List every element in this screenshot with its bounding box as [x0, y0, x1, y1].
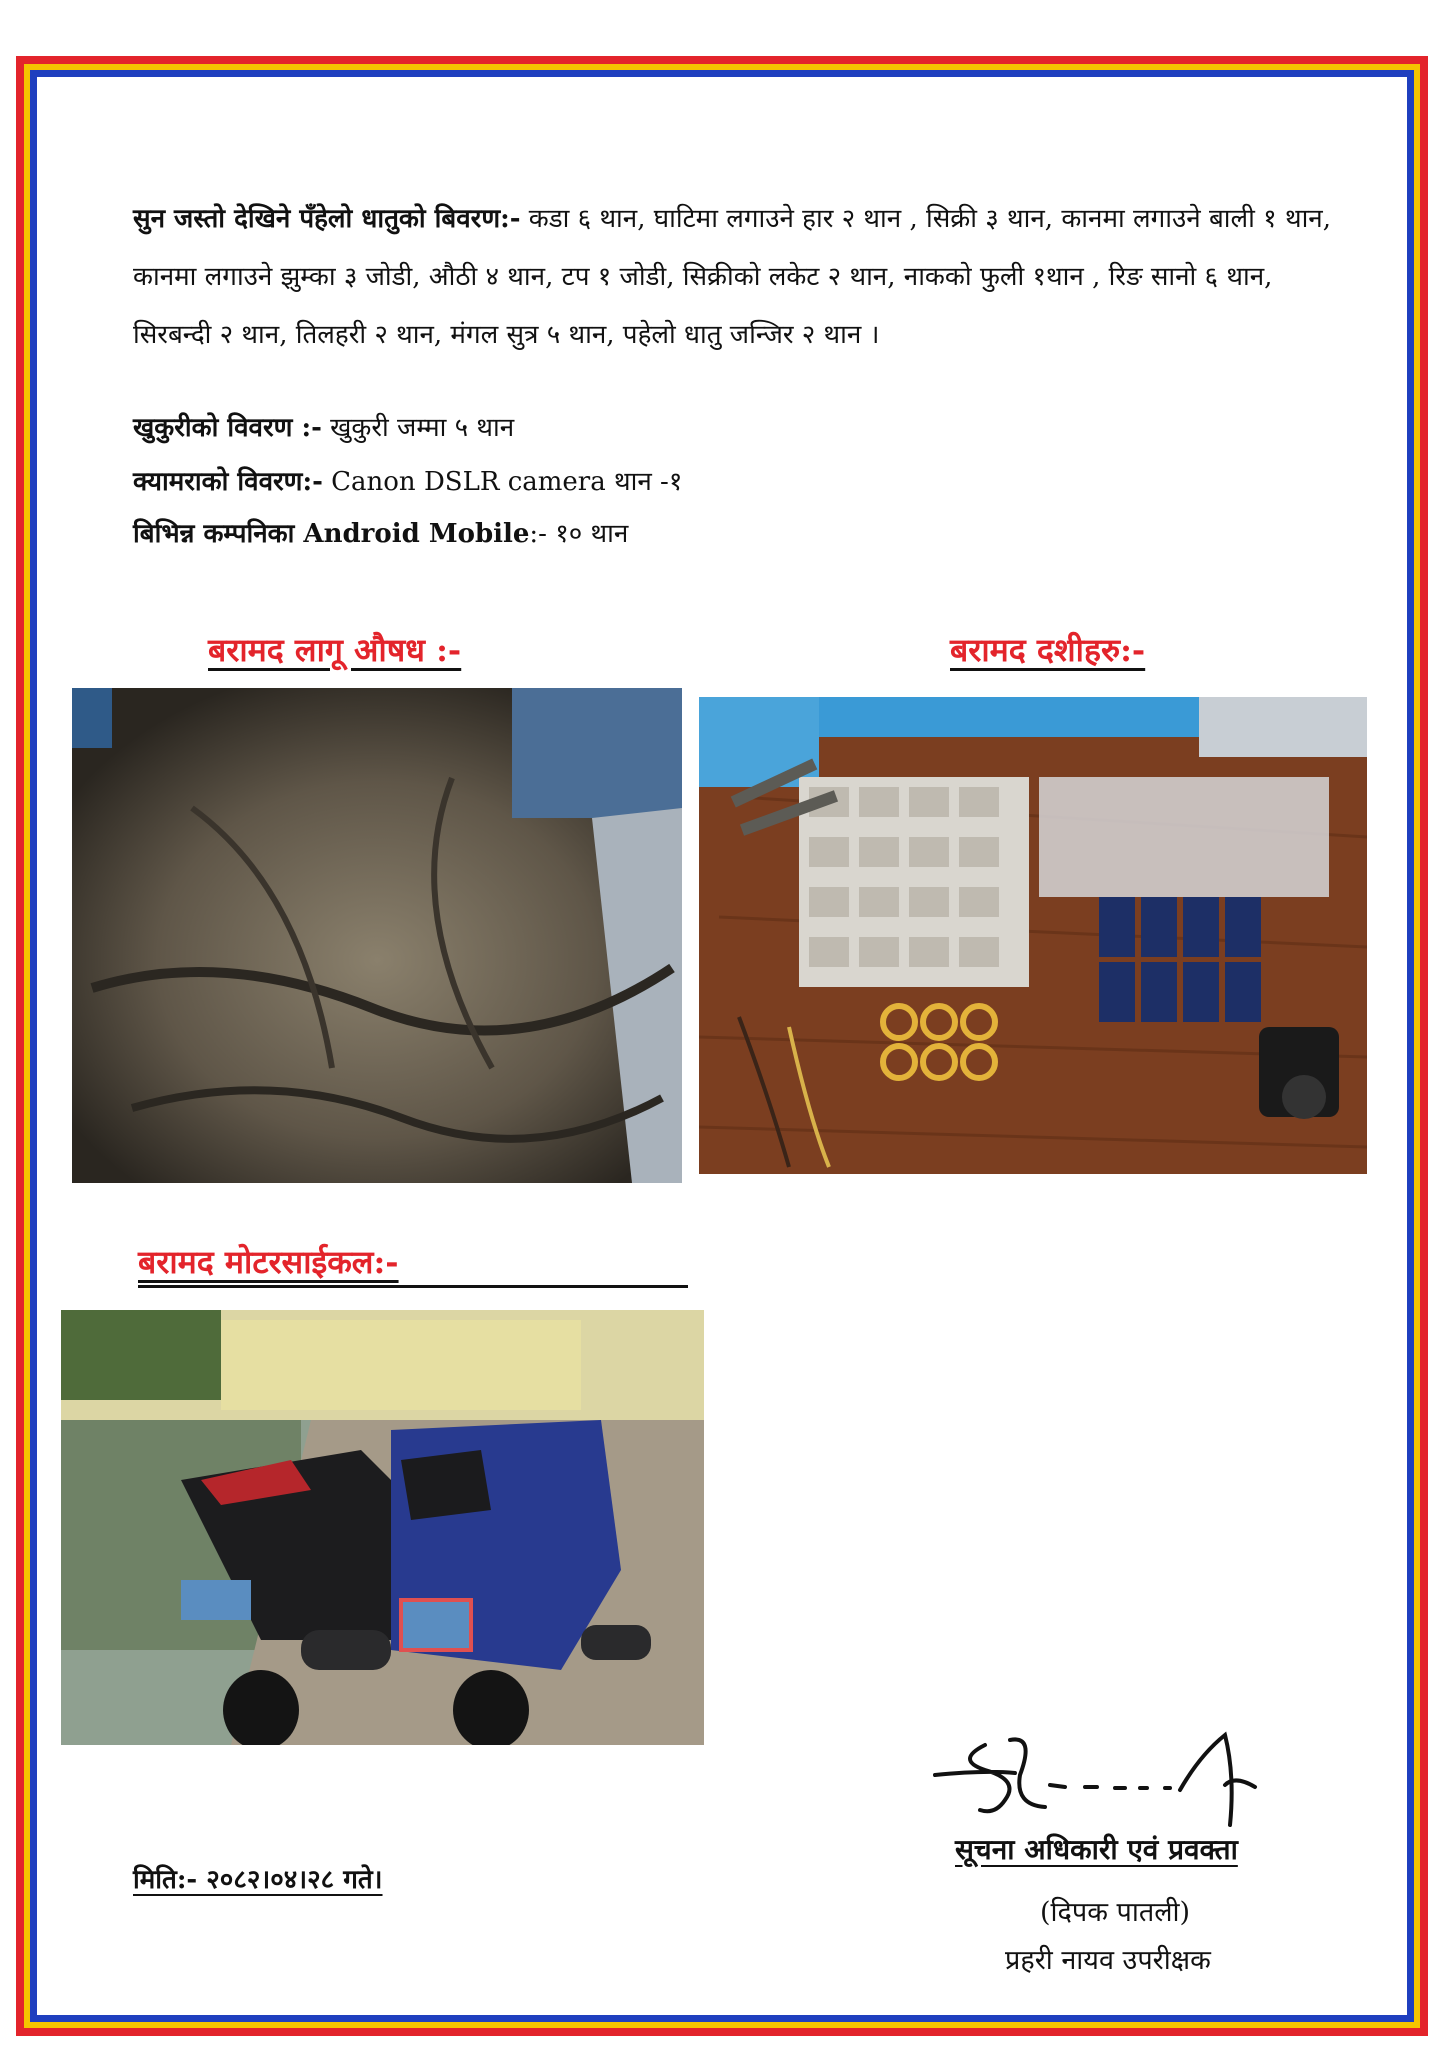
seized-items-photo [699, 697, 1367, 1174]
gold-heading: सुन जस्तो देखिने पँहेलो धातुको बिवरण:- [133, 204, 521, 234]
signatory-rank: प्रहरी नायव उपरीक्षक [1005, 1945, 1211, 1976]
khukuri-description [133, 408, 514, 444]
mobile-description [133, 514, 628, 550]
khukuri-heading: खुकुरीको विवरण :- [133, 413, 322, 443]
date: मिति:- २०८२।०४।२८ गते। [133, 1865, 383, 1895]
seized-items-section-heading: बरामद दशीहरु:- [950, 631, 1146, 669]
gold-description [133, 190, 1333, 364]
drugs-photo [72, 688, 682, 1183]
mobile-text: :- १० थान [529, 519, 629, 549]
camera-description [133, 462, 682, 498]
drugs-section-heading: बरामद लागू औषध :- [208, 631, 462, 669]
signatory-name: (दिपक पातली) [1040, 1897, 1191, 1928]
motorcycle-photo [61, 1310, 704, 1745]
gold-text: कडा ६ थान, घाटिमा लगाउने हार २ थान , सिक्री ३ थान, कानमा लगाउने बाली १ थान, कानमा लगाउने झुम्का ३ जोडी, औठी ४ थान, टप १ जोडी, सिक्रीको लकेट २ थान, नाकको फुली १थान , रिङ सानो ६ थान, सिरबन्दी २ थान, तिलहरी २ थान, मंगल सुत्र ५ थान, पहेलो धातु जन्जिर २ थान । [133, 204, 1331, 350]
motorcycle-section-heading: बरामद मोटरसाईकल:- [138, 1243, 399, 1281]
camera-heading: क्यामराको विवरण:- [133, 467, 323, 497]
mobile-heading: बिभिन्न कम्पनिका Android Mobile [133, 519, 530, 549]
khukuri-text: खुकुरी जम्मा ५ थान [321, 413, 515, 443]
signatory-title: सूचना अधिकारी एवं प्रवक्ता [955, 1833, 1238, 1866]
motorcycle-heading-rule [138, 1285, 688, 1288]
camera-text: Canon DSLR camera थान -१ [322, 467, 683, 497]
signature [925, 1715, 1295, 1845]
